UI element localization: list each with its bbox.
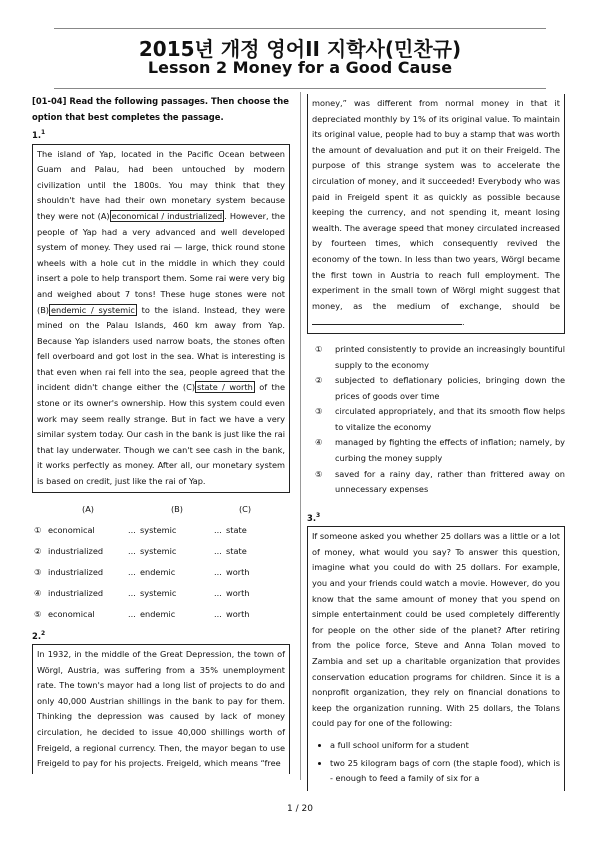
option-number[interactable]: ⑤ [315,468,323,479]
bullet-item: • a full school uniform for a student [330,738,560,754]
question-1-choices [34,499,264,626]
choice-c: state [226,525,247,536]
question-1-number: 1.$^1$ [32,129,46,140]
question-2-options [307,342,565,498]
column-divider [300,92,301,780]
option-item[interactable] [307,467,565,498]
choice-a: industrialized [48,588,104,599]
choice-number[interactable]: ③ [34,567,42,578]
choice-c: worth [226,567,250,578]
question-1-passage [32,144,290,493]
question-2-passage-continued [307,94,565,334]
dots: ... [214,525,222,536]
option-number[interactable]: ① [315,343,323,354]
choice-c: worth [226,588,250,599]
passage-text: to the island. Instead, they were mined on the Palau Islands, 460 km away from Yap. Because Yap islanders used narrow boats, the stones often fell overboard and got lost in the sea. What is interesting is that even when rai fell into the sea, people agreed that the incident didn't change either the (C) [37,304,285,393]
right-column [307,94,565,797]
lesson-subtitle: Lesson 2 Money for a Good Cause [147,58,453,77]
choice-row[interactable] [34,521,264,542]
passage-text: If someone asked you whether 25 dollars was a little or a lot of money, what would you say? To answer this question, imagine what you could do with 25 dollars. For example, you and your friends could watch a movie. However, do you know that the same amount of money that you spend on simple entertainment could be used completely differently for people on the other side of the planet? After retiring from the police force, Steve and Anna Tolan moved to Zambia and set up a charitable organization that provides conservation education programs for children. Since it is a nonprofit organization, they rely on financial donations to keep the organization running. With 25 dollars, the Tolans could pay for one of the following: [312,531,560,729]
option-item[interactable] [307,373,565,404]
choice-row[interactable] [34,542,264,563]
left-column [32,94,290,780]
choice-number[interactable]: ④ [34,588,42,599]
option-item[interactable] [307,435,565,466]
header-b: (B) [170,503,183,514]
choice-c: worth [226,609,250,620]
passage-text: . However, the people of Yap had a very advanced and well developed system of money. They used rai — large, thick round stone wheels with a hole cut in the middle in which they could insert a pole to help transport them. Some rai were very big and weighed about 7 tons! These huge stones were not (B) [37,210,286,315]
choice-number[interactable]: ① [34,525,42,536]
top-rule [54,28,546,29]
choice-b: systemic [140,546,177,557]
choice-header-row [34,499,264,521]
dots: ... [214,567,222,578]
question-2-number: 2.$^2$ [32,629,46,641]
option-number[interactable]: ④ [315,437,323,448]
dots: ... [214,546,222,557]
choice-a: industrialized [48,567,104,578]
passage-text: The island of Yap, located in the Pacific Ocean between Guam and Palau, had been untouched by modern civilization until the 1800s. You may think that they shouldn't have had their own monetary system because they were not (A) [37,148,285,221]
choice-c: state [226,546,247,557]
option-text: subjected to deflationary policies, bringing down the prices of goods over time [335,375,565,401]
passage-text: of the stone or its owner's ownership. How this system could even work may seem really strange. But in fact we have a very similar system today. Our cash in the bank is just like the rai that lay underwater. Though we can't see cash in the bank, it works perfectly as money. After all, our monetary system is based on credit, just like the rai of Yap. [37,382,285,487]
page-title: 2015년 개정 영어II 지학사(민찬규) [138,37,462,61]
option-item[interactable] [307,342,565,373]
passage-text: money,” was different from normal money in that it depreciated monthly by 1% of its original value. To maintain its original value, people had to buy a stamp that was worth the amount of devaluation and put it on their Freigeld. The purpose of this strange system was to accelerate the circulation of money, and it succeeded! Everybody who was paid in Freigeld spent it as quickly as possible because keeping the currency, and not spending it, meant losing wealth. The average speed that money circulated increased by fourteen times, which consequently revived the economy of the town. In less than two years, Wörgl became the first town in Austria to reach full employment. The experiment in the small town of Wörgl might suggest that money, as the medium of exchange, should be [312,98,560,311]
choice-a: economical [48,609,95,620]
choice-a: industrialized [48,546,104,557]
dots: ... [128,525,136,536]
choice-box-b: endemic / systemic [51,304,135,315]
choice-b: systemic [140,588,177,599]
choice-row[interactable] [34,584,264,605]
choice-b: systemic [140,525,177,536]
question-2-passage: In 1932, in the middle of the Great Depression, the town of Wörgl, Austria, was suffering from a 35% unemployment rate. The town's mayor had a long list of projects to do and only 40,000 Austrian shillings in the bank to pay for them. Thinking the depression was caused by lack of money circulation, he decided to issue 40,000 shillings worth of Freigeld, a regional currency. Then, the mayor began to use Freigeld to pay for his projects. Freigeld, which means “free [32,644,290,774]
period: . [462,317,465,328]
choice-row[interactable] [34,605,264,626]
option-item[interactable] [307,404,565,435]
dots: ... [214,609,222,620]
dots: ... [128,546,136,557]
instructions: [01-04] Read the following passages. Then choose the option that best completes the passage. [32,96,289,122]
answer-blank [312,314,462,325]
option-number[interactable]: ② [315,375,323,386]
choice-number[interactable]: ② [34,546,42,557]
header-rule [54,88,546,89]
question-3-passage [307,526,565,791]
dots: ... [214,588,222,599]
option-text: circulated appropriately, and that its smooth flow helps to vitalize the economy [335,406,565,432]
choice-box-c: state / worth [197,382,253,393]
dots: ... [128,588,136,599]
option-text: managed by fighting the effects of inflation; namely, by curbing the money supply [335,437,565,464]
header-a: (A) [82,503,94,514]
choice-box-a: economical / industrialized [111,210,223,221]
dots: ... [128,567,136,578]
page-number: 1 / 20 [287,804,313,814]
option-number[interactable]: ③ [315,406,323,417]
question-3-number: 3.$^3$ [307,511,321,523]
bullet-item: • two 25 kilogram bags of corn (the staple food), which is - enough to feed a family of six for a [330,756,560,787]
dots: ... [128,609,136,620]
option-text: saved for a rainy day, rather than frittered away on unnecessary expenses [335,468,565,495]
choice-b: endemic [140,567,176,578]
option-text: printed consistently to provide an increasingly bountiful supply to the economy [335,343,565,370]
choice-number[interactable]: ⑤ [34,609,42,620]
choice-b: endemic [140,609,176,620]
header-c: (C) [238,503,252,514]
choice-a: economical [48,525,95,536]
bullet-list [312,738,560,787]
choice-row[interactable] [34,563,264,584]
